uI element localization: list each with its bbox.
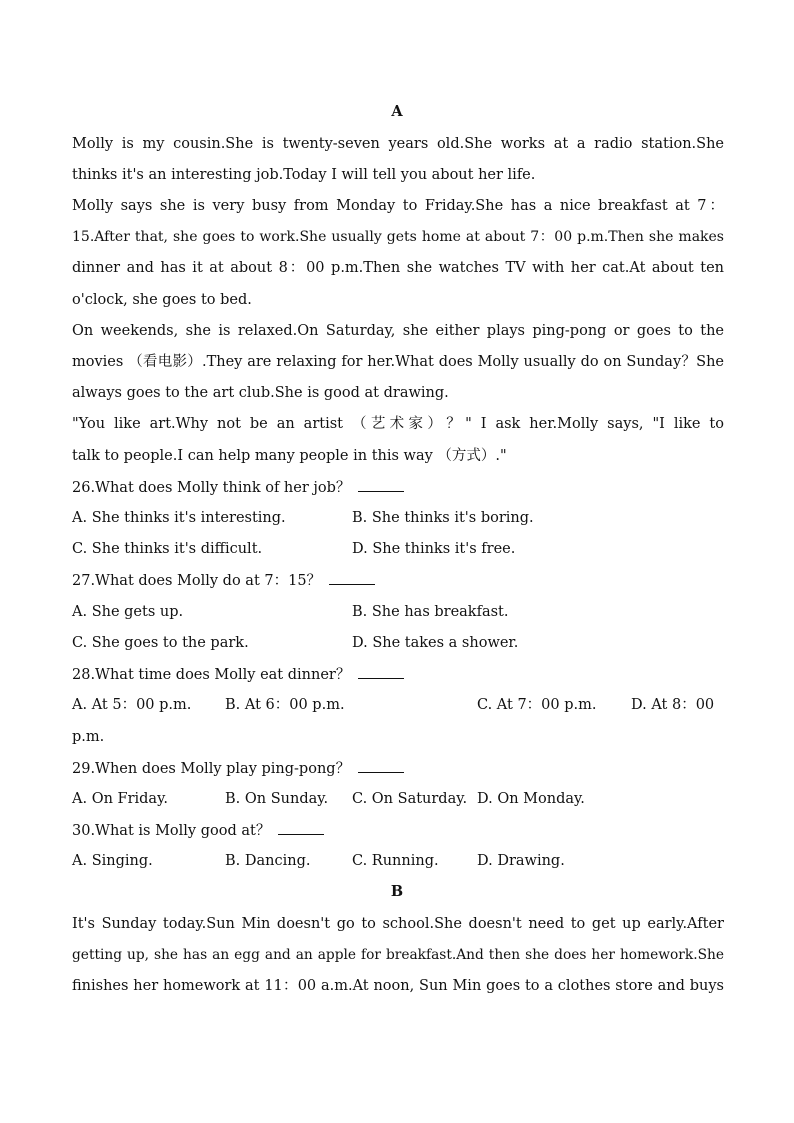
answer-blank[interactable]: [278, 820, 324, 835]
option-b[interactable]: B. Dancing.: [225, 853, 311, 869]
section-a-heading: A: [391, 103, 403, 120]
option-d[interactable]: D. She takes a shower.: [352, 635, 519, 651]
option-c[interactable]: C. At 7：00 p.m.: [477, 697, 597, 713]
question-stem: 30.What is Molly good at？: [72, 823, 271, 839]
question-stem: 26.What does Molly think of her job？: [72, 480, 351, 496]
passage-a-line: "You like art.Why not be an artist （艺术家）？" I ask her.Molly says, "I like to: [72, 416, 724, 432]
question-30: [72, 820, 724, 841]
question-28: [72, 664, 724, 685]
passage-b-line: getting up, she has an egg and an apple for breakfast.And then she does her homework.She: [72, 947, 724, 963]
option-c[interactable]: C. She thinks it's difficult.: [72, 541, 263, 557]
passage-a-line: Molly is my cousin.She is twenty-seven years old.She works at a radio station.She: [72, 136, 724, 152]
option-d[interactable]: D. At 8：00: [631, 697, 715, 713]
option-b[interactable]: B. She has breakfast.: [352, 604, 509, 620]
option-c[interactable]: C. On Saturday.: [352, 791, 468, 807]
answer-blank[interactable]: [329, 570, 375, 585]
option-d[interactable]: D. Drawing.: [477, 853, 565, 869]
option-a[interactable]: A. She gets up.: [72, 604, 184, 620]
option-c[interactable]: C. Running.: [352, 853, 439, 869]
passage-a-line: On weekends, she is relaxed.On Saturday, she either plays ping-pong or goes to the: [72, 323, 724, 339]
option-a[interactable]: A. She thinks it's interesting.: [72, 510, 286, 526]
answer-blank[interactable]: [358, 664, 404, 679]
passage-a-line: always goes to the art club.She is good at drawing.: [72, 385, 449, 401]
passage-a-line: thinks it's an interesting job.Today I will tell you about her life.: [72, 167, 536, 183]
option-c[interactable]: C. She goes to the park.: [72, 635, 249, 651]
passage-b-line: It's Sunday today.Sun Min doesn't go to school.She doesn't need to get up early.After: [72, 916, 724, 932]
question-stem: 28.What time does Molly eat dinner？: [72, 667, 351, 683]
passage-a-line: talk to people.I can help many people in this way （方式）.": [72, 448, 507, 464]
passage-a-line: 15.After that, she goes to work.She usually gets home at about 7：00 p.m.Then she makes: [72, 229, 724, 245]
answer-blank[interactable]: [358, 477, 404, 492]
option-d-continued: p.m.: [72, 729, 105, 745]
passage-a-line: o'clock, she goes to bed.: [72, 292, 252, 308]
passage-a-line: movies （看电影）.They are relaxing for her.What does Molly usually do on Sunday？She: [72, 354, 724, 370]
question-27: [72, 570, 724, 591]
question-stem: 27.What does Molly do at 7：15？: [72, 573, 322, 589]
option-b[interactable]: B. At 6：00 p.m.: [225, 697, 345, 713]
option-a[interactable]: A. Singing.: [72, 853, 153, 869]
option-d[interactable]: D. She thinks it's free.: [352, 541, 516, 557]
question-stem: 29.When does Molly play ping-pong？: [72, 761, 351, 777]
question-29: [72, 758, 724, 779]
passage-a-line: Molly says she is very busy from Monday to Friday.She has a nice breakfast at 7：: [72, 198, 724, 214]
option-d[interactable]: D. On Monday.: [477, 791, 585, 807]
passage-b-line: finishes her homework at 11：00 a.m.At noon, Sun Min goes to a clothes store and buys: [72, 978, 724, 994]
answer-blank[interactable]: [358, 758, 404, 773]
passage-a-line: dinner and has it at about 8：00 p.m.Then she watches TV with her cat.At about ten: [72, 260, 724, 276]
option-b[interactable]: B. On Sunday.: [225, 791, 329, 807]
option-a[interactable]: A. At 5：00 p.m.: [72, 697, 192, 713]
option-a[interactable]: A. On Friday.: [72, 791, 168, 807]
section-b-heading: B: [390, 883, 404, 900]
question-26: [72, 477, 724, 498]
option-b[interactable]: B. She thinks it's boring.: [352, 510, 534, 526]
